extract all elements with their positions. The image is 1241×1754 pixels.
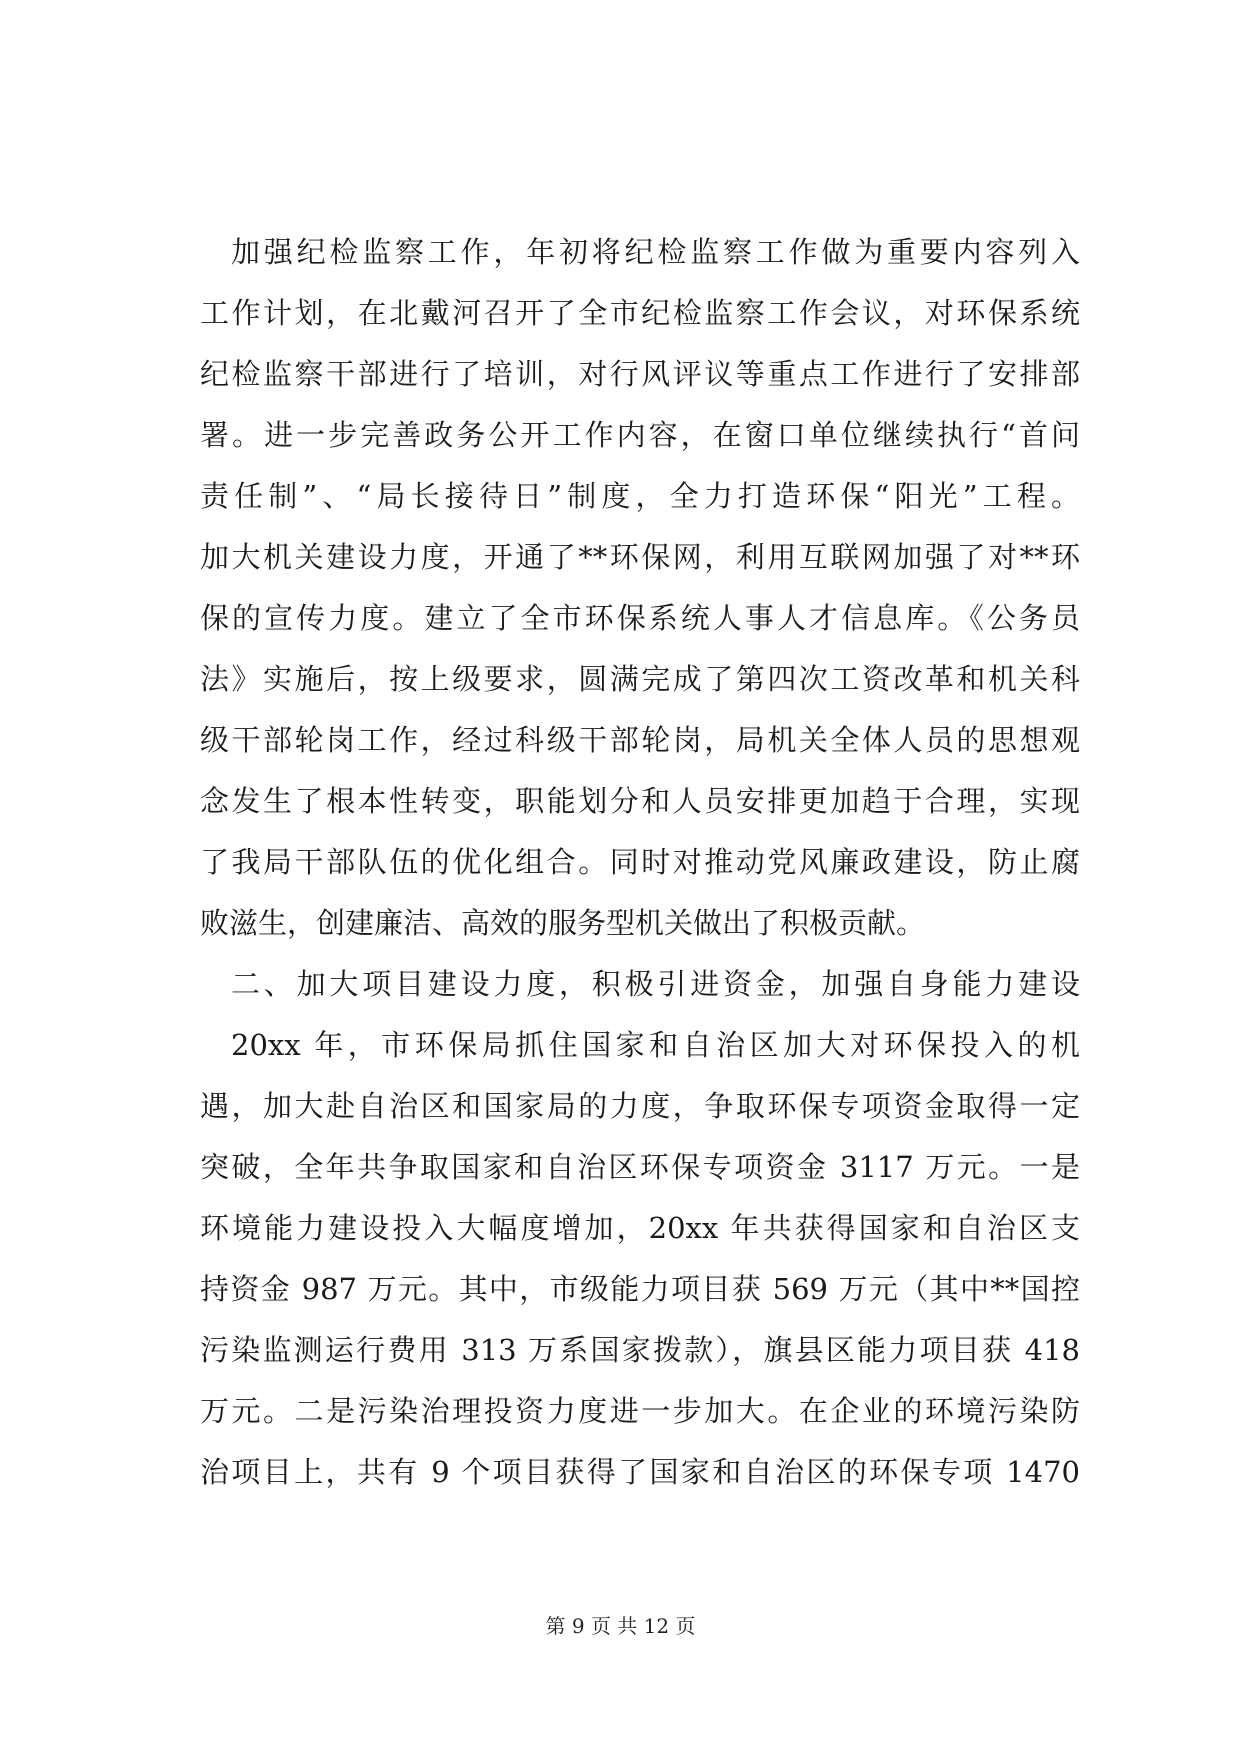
text-line: 环境能力建设投入大幅度增加，20xx 年共获得国家和自治区支 xyxy=(200,1211,1080,1245)
section-heading: 二、加大项目建设力度，积极引进资金，加强自身能力建设 xyxy=(231,967,1080,1001)
text-line: 污染监测运行费用 313 万系国家拨款），旗县区能力项目获 418 xyxy=(200,1333,1080,1367)
text-line: 法》实施后，按上级要求，圆满完成了第四次工资改革和机关科 xyxy=(200,662,1080,696)
text-line: 遇，加大赴自治区和国家局的力度，争取环保专项资金取得一定 xyxy=(200,1089,1080,1123)
text-line: 纪检监察干部进行了培训，对行风评议等重点工作进行了安排部 xyxy=(200,357,1080,391)
text-line: 加强纪检监察工作，年初将纪检监察工作做为重要内容列入 xyxy=(231,235,1080,269)
text-line: 治项目上，共有 9 个项目获得了国家和自治区的环保专项 1470 xyxy=(200,1455,1080,1489)
text-line: 持资金 987 万元。其中，市级能力项目获 569 万元（其中**国控 xyxy=(200,1272,1080,1306)
text-line: 责任制”、“局长接待日”制度，全力打造环保“阳光”工程。 xyxy=(200,479,1080,513)
text-line: 20xx 年，市环保局抓住国家和自治区加大对环保投入的机 xyxy=(231,1028,1080,1062)
text-line: 加大机关建设力度，开通了**环保网，利用互联网加强了对**环 xyxy=(200,540,1080,574)
text-line: 败滋生，创建廉洁、高效的服务型机关做出了积极贡献。 xyxy=(200,906,926,940)
text-line: 念发生了根本性转变，职能划分和人员安排更加趋于合理，实现 xyxy=(200,784,1080,818)
page-number-footer: 第 9 页 共 12 页 xyxy=(545,1614,696,1638)
text-line: 工作计划，在北戴河召开了全市纪检监察工作会议，对环保系统 xyxy=(200,296,1080,330)
text-line: 保的宣传力度。建立了全市环保系统人事人才信息库。《公务员 xyxy=(200,601,1080,635)
text-line: 了我局干部队伍的优化组合。同时对推动党风廉政建设，防止腐 xyxy=(200,845,1080,879)
text-line: 级干部轮岗工作，经过科级干部轮岗，局机关全体人员的思想观 xyxy=(200,723,1080,757)
document-body xyxy=(200,222,1080,1503)
text-line: 署。进一步完善政务公开工作内容，在窗口单位继续执行“首问 xyxy=(200,418,1080,452)
text-line: 万元。二是污染治理投资力度进一步加大。在企业的环境污染防 xyxy=(200,1394,1080,1428)
text-line: 突破，全年共争取国家和自治区环保专项资金 3117 万元。一是 xyxy=(200,1150,1080,1184)
